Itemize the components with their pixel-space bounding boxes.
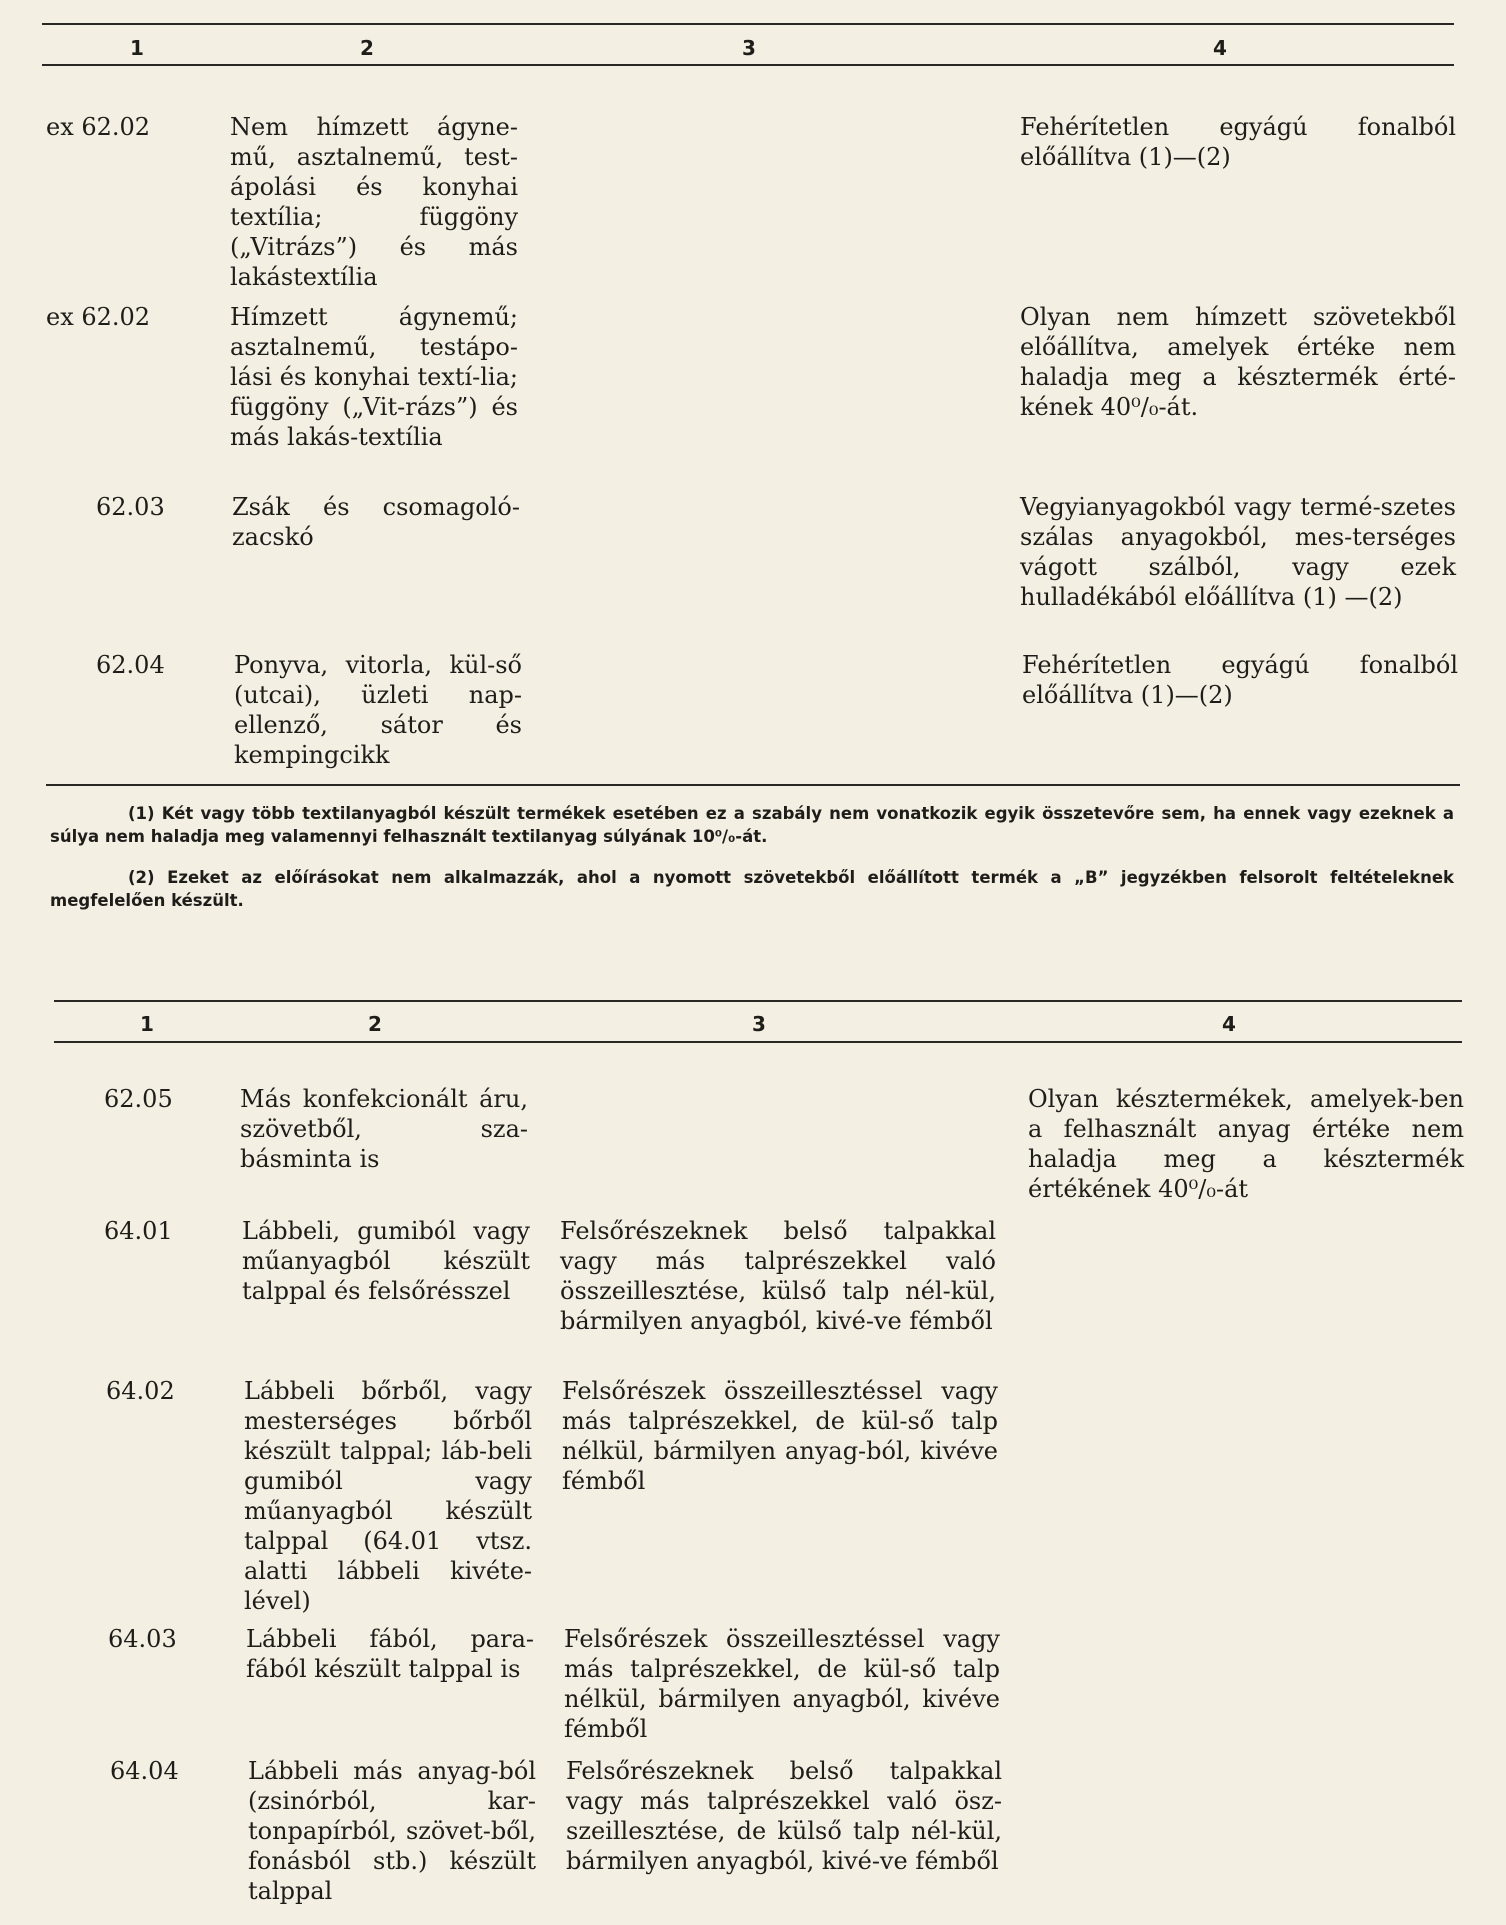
table1-header-rule bbox=[42, 64, 1454, 66]
table1-row2-description: Hímzett ágynemű; asztalnemű, testápo-lási és konyhai textí-lia; függöny („Vit-rázs”) és más lakás-textília bbox=[230, 303, 518, 451]
table1-row3-condition: Vegyianyagokból vagy termé-szetes szálas anyagokból, mes-terséges vágott szálból, vagy ezek hulladékából előállítva (1) —(2) bbox=[1020, 493, 1456, 611]
table2-header-col2: 2 bbox=[368, 1012, 382, 1036]
table1-row4-code: 62.04 bbox=[96, 651, 165, 679]
table1-top-rule bbox=[42, 23, 1454, 25]
table2-row1-description: Más konfekcionált áru, szövetből, sza-básminta is bbox=[240, 1085, 528, 1173]
table2-row3-description: Lábbeli bőrből, vagy mesterséges bőrből készült talppal; láb-beli gumiból vagy műanyagból készült talppal (64.01 vtsz. alatti lábbeli kivéte-lével) bbox=[244, 1377, 532, 1615]
table2-row4-process: Felsőrészek összeillesztéssel vagy más talprészekkel, de kül-ső talp nélkül, bármilyen anyagból, kivéve fémből bbox=[564, 1625, 1000, 1743]
footnote-1: (1) Két vagy több textilanyagból készült termékek esetében ez a szabály nem vonatkozik egyik összetevőre sem, ha ennek vagy ezeknek a súlya nem haladja meg valamennyi felhasznált textilanyag súlyának 10⁰/₀-át. bbox=[50, 804, 1454, 846]
table2-row2-code: 64.01 bbox=[104, 1217, 173, 1245]
table1-row4-condition: Fehérítetlen egyágú fonalból előállítva (1)—(2) bbox=[1022, 651, 1458, 709]
table2-row1-condition: Olyan késztermékek, amelyek-ben a felhasznált anyag értéke nem haladja meg a késztermék értékének 40⁰/₀-át bbox=[1028, 1085, 1464, 1203]
table1-row1-condition: Fehérítetlen egyágú fonalból előállítva (1)—(2) bbox=[1020, 113, 1456, 171]
table2-header-rule bbox=[54, 1041, 1462, 1043]
table2-row1-code: 62.05 bbox=[104, 1085, 173, 1113]
table1-header-col3: 3 bbox=[742, 36, 756, 60]
table1-header-col4: 4 bbox=[1213, 36, 1227, 60]
table1-row2-code: ex 62.02 bbox=[46, 303, 151, 331]
table1-row2-condition: Olyan nem hímzett szövetekből előállítva, amelyek értéke nem haladja meg a késztermék érté-kének 40⁰/₀-át. bbox=[1020, 303, 1456, 421]
table2-row2-description: Lábbeli, gumiból vagy műanyagból készült talppal és felsőrésszel bbox=[242, 1217, 530, 1305]
table2-row5-description: Lábbeli más anyag-ból (zsinórból, kar-tonpapírból, szövet-ből, fonásból stb.) készült talppal bbox=[248, 1757, 536, 1905]
table2-header-col3: 3 bbox=[752, 1012, 766, 1036]
table1-header-col2: 2 bbox=[360, 36, 374, 60]
table1-row3-code: 62.03 bbox=[96, 493, 165, 521]
table1-bottom-rule bbox=[46, 784, 1460, 786]
table2-row5-code: 64.04 bbox=[110, 1757, 179, 1785]
table2-header-col4: 4 bbox=[1222, 1012, 1236, 1036]
table2-row4-description: Lábbeli fából, para-fából készült talppal is bbox=[246, 1625, 534, 1683]
footnote-2: (2) Ezeket az előírásokat nem alkalmazzák, ahol a nyomott szövetekből előállított termék a „B” jegyzékben felsorolt feltételeknek megfelelően készült. bbox=[50, 868, 1454, 910]
table2-row2-process: Felsőrészeknek belső talpakkal vagy más talprészekkel való összeillesztése, külső talp nél-kül, bármilyen anyagból, kivé-ve fémből bbox=[560, 1217, 996, 1335]
table2-header-col1: 1 bbox=[140, 1012, 154, 1036]
table2-row3-process: Felsőrészek összeillesztéssel vagy más talprészekkel, de kül-ső talp nélkül, bármilyen anyag-ból, kivéve fémből bbox=[562, 1377, 998, 1495]
table2-row5-process: Felsőrészeknek belső talpakkal vagy más talprészekkel való ösz-szeillesztése, de külső talp nél-kül, bármilyen anyagból, kivé-ve fémből bbox=[566, 1757, 1002, 1875]
table1-row1-code: ex 62.02 bbox=[46, 113, 151, 141]
table2-row4-code: 64.03 bbox=[108, 1625, 177, 1653]
table1-row1-description: Nem hímzett ágyne-mű, asztalnemű, test-ápolási és konyhai textília; függöny („Vitrázs”) és más lakástextília bbox=[230, 113, 518, 291]
table2-row3-code: 64.02 bbox=[106, 1377, 175, 1405]
table1-row3-description: Zsák és csomagoló-zacskó bbox=[232, 493, 520, 551]
table1-header-col1: 1 bbox=[130, 36, 144, 60]
table2-top-rule bbox=[54, 1000, 1462, 1002]
table1-row4-description: Ponyva, vitorla, kül-ső (utcai), üzleti nap-ellenző, sátor és kempingcikk bbox=[234, 651, 522, 769]
